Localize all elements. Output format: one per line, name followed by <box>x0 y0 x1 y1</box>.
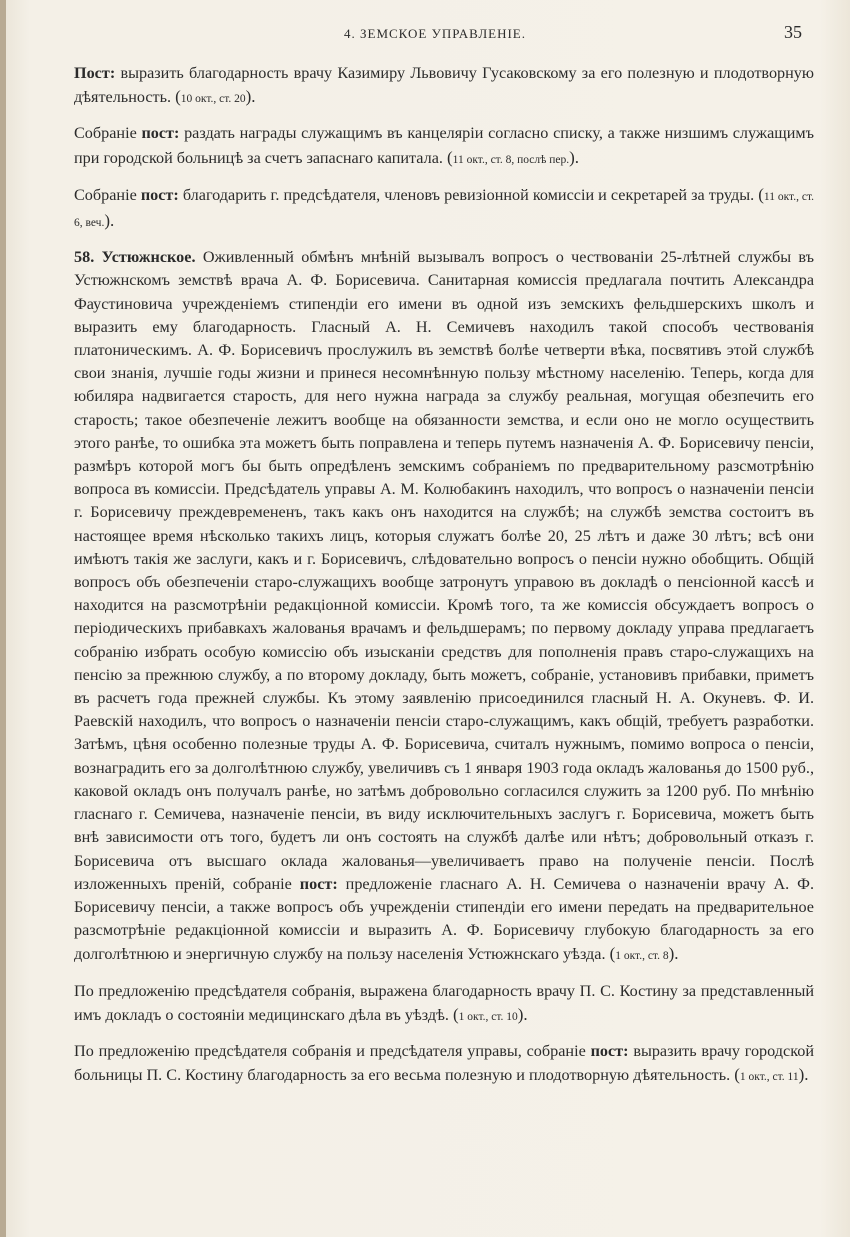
reference: 1 окт., ст. 10 <box>458 1010 518 1023</box>
reference: 1 окт., ст. 11 <box>739 1071 799 1084</box>
ref-open-paren: ( <box>734 1065 740 1085</box>
ref-close-paren: ). <box>668 944 679 964</box>
ref-close-paren: ). <box>517 1004 528 1024</box>
resolution-lead: Пост: <box>74 64 116 82</box>
header-title: 4. ЗЕМСКОЕ УПРАВЛЕНIЕ. <box>344 26 526 41</box>
resolution-lead: пост: <box>590 1041 629 1060</box>
resolution-lead: пост: <box>141 124 180 143</box>
running-header <box>60 22 810 46</box>
ref-close-paren: ). <box>798 1065 809 1085</box>
paragraph-3 <box>74 183 814 235</box>
reference: 1 окт., ст. 8 <box>615 950 669 963</box>
paragraph-pre: Собранiе <box>74 185 141 204</box>
ref-close-paren: ). <box>569 147 580 167</box>
paragraph-text-cont: предложенiе гласнаго А. Н. Семичева о назначенiи врачу А. Ф. Борисевичу пенсiи, а также вопросъ объ учрежденiи стипендiи его имени передать на предварительное разсмотрѣнiе редакцiонной комиссiи и выразить А. Ф. Борисевичу глубокую благодарность за его долголѣтнюю и энергичную службу на пользу населенiя Устюжнскаго уѣзда. <box>74 874 814 964</box>
paragraph-6 <box>74 1040 814 1089</box>
reference: 11 окт., ст. 8, послѣ пер. <box>452 153 570 166</box>
ref-open-paren: ( <box>452 1004 459 1024</box>
paragraph-text-cont: выразить врачу городской больницы П. С. Костину благодарность за его весьма полезную и плодотворную дѣятельность. <box>74 1041 814 1085</box>
paragraph-text: выразить благодарность врачу Казимиру Львовичу Гусаковскому за его полезную и плодотворную дѣятельность. <box>74 64 814 107</box>
page-number: 35 <box>784 22 802 42</box>
book-spine-shadow <box>0 0 6 1237</box>
paragraph-2 <box>74 122 814 171</box>
ref-open-paren: ( <box>609 944 616 964</box>
resolution-lead: пост: <box>140 185 179 204</box>
paragraph-1 <box>74 62 814 111</box>
ref-open-paren: ( <box>175 87 181 107</box>
paragraph-text: Оживленный обмѣнъ мнѣнiй вызывалъ вопросъ о чествованiи 25-лѣтней службы въ Устюжнскомъ земствѣ врача А. Ф. Борисевича. Санитарная комиссiя предлагала почтить Александра Фаустиновича учрежденiемъ стипендiи его имени въ одной изъ земскихъ фельдшерскихъ школъ и выразить ему благодарность. Гласный А. Н. Семичевъ находилъ такой способъ чествованiя платоническимъ. А. Ф. Борисевичъ прослужилъ въ земствѣ болѣе четверти вѣка, посвятивъ этой службѣ свои знанiя, лучшiе годы жизни и принеся несомнѣнную пользу мѣстному населенiю. Теперь, когда для юбиляра надвигается старость, для него нужна награда за службу реальная, могущая обезпечить его старость; такое обезпеченiе лежитъ вообще на обязанности земства, и если оно не могло осуществить этого ранѣе, то ошибка эта можетъ быть поправлена и теперь путемъ назначенiя А. Ф. Борисевичу пенсiи, размѣръ которой могъ бы быть опредѣленъ земскимъ собранiемъ по предварительному разсмотрѣнiю вопроса въ комиссiи. Предсѣдатель управы А. М. Колюбакинъ находилъ, что вопросъ о назначенiи пенсiи г. Борисевичу преждевремененъ, такъ какъ онъ находится на службѣ; на службѣ земства состоитъ въ настоящее время нѣсколько такихъ лицъ, которыя служатъ болѣе 20, 25 лѣтъ и даже 30 лѣтъ; всѣ они имѣютъ такiя же заслуги, какъ и г. Борисевичъ, слѣдовательно вопросъ о пенсiи нужно обобщить. Общiй вопросъ объ обезпеченiи старо-служащихъ вообще затронутъ управою въ докладѣ о пенсiонной кассѣ и находится на разсмотрѣнiи редакцiонной комиссiи. Кромѣ того, та же комиссiя обсуждаетъ вопросъ о перiодическихъ прибавкахъ жалованья врачамъ и фельдшерамъ; по первому докладу управа предлагаетъ собранiю избрать особую комиссiю объ изысканiи средствъ для пополненiя правъ старо-служащихъ на пенсiю за прежнюю службу, а по второму докладу, быть можетъ, собранiе, установивъ прибавки, приметъ въ расчетъ года прежней службы. Къ этому заявленiю присоединился гласный Н. А. Окуневъ. Ф. И. Раевскiй находилъ, что вопросъ о назначенiи пенсiи старо-служащимъ, какъ общiй, требуетъ разработки. Затѣмъ, цѣня особенно полезные труды А. Ф. Борисевича, считалъ нужнымъ, помимо вопроса о пенсiи, вознаградить его за долголѣтнюю службу, увеличивъ съ 1 января 1903 года окладъ жалованья до 1500 руб., каковой окладъ онъ получалъ ранѣе, но затѣмъ добровольно согласился служить за 1200 руб. По мнѣнiю гласнаго г. Семичева, назначенiе пенсiи, въ виду исключительныхъ заслугъ г. Борисевича, можетъ быть внѣ зависимости отъ того, будетъ ли онъ состоять на службѣ далѣе или нѣтъ; добровольный отказъ г. Борисевича отъ высшаго оклада жалованья—увеличиваетъ право на полученiе пенсiи. Послѣ изложенныхъ пренiй, собранiе <box>74 248 815 893</box>
reference: 11 окт., ст. 6, веч. <box>74 190 814 230</box>
paragraph-pre: Собранiе <box>74 124 142 143</box>
paragraph-5 <box>74 980 814 1029</box>
ref-close-paren: ). <box>104 211 115 231</box>
reference: 10 окт., ст. 20 <box>180 93 246 106</box>
paragraph-text: По предложенiю предсѣдателя собранiя, выражена благодарность врачу П. С. Костину за представленный имъ докладъ о состоянiи медицинскаго дѣла въ уѣздѣ. <box>74 981 814 1024</box>
paragraph-58 <box>74 246 814 968</box>
ref-close-paren: ). <box>245 87 256 107</box>
ref-open-paren: ( <box>446 147 453 167</box>
page-body <box>74 62 814 1100</box>
section-number: 58. <box>74 248 102 267</box>
section-heading: Устюжнское. <box>101 248 196 267</box>
resolution-lead: пост: <box>299 874 338 893</box>
ref-open-paren: ( <box>758 184 764 204</box>
paragraph-text: По предложенiю предсѣдателя собранiя и предсѣдателя управы, собранiе <box>74 1041 591 1060</box>
paragraph-text: раздать награды служащимъ въ канцелярiи согласно списку, а также низшимъ служащимъ при городской больницѣ за счетъ запаснаго капитала. <box>74 124 814 167</box>
paragraph-text: благодарить г. предсѣдателя, членовъ ревизiонной комиссiи и секретарей за труды. <box>178 185 759 204</box>
